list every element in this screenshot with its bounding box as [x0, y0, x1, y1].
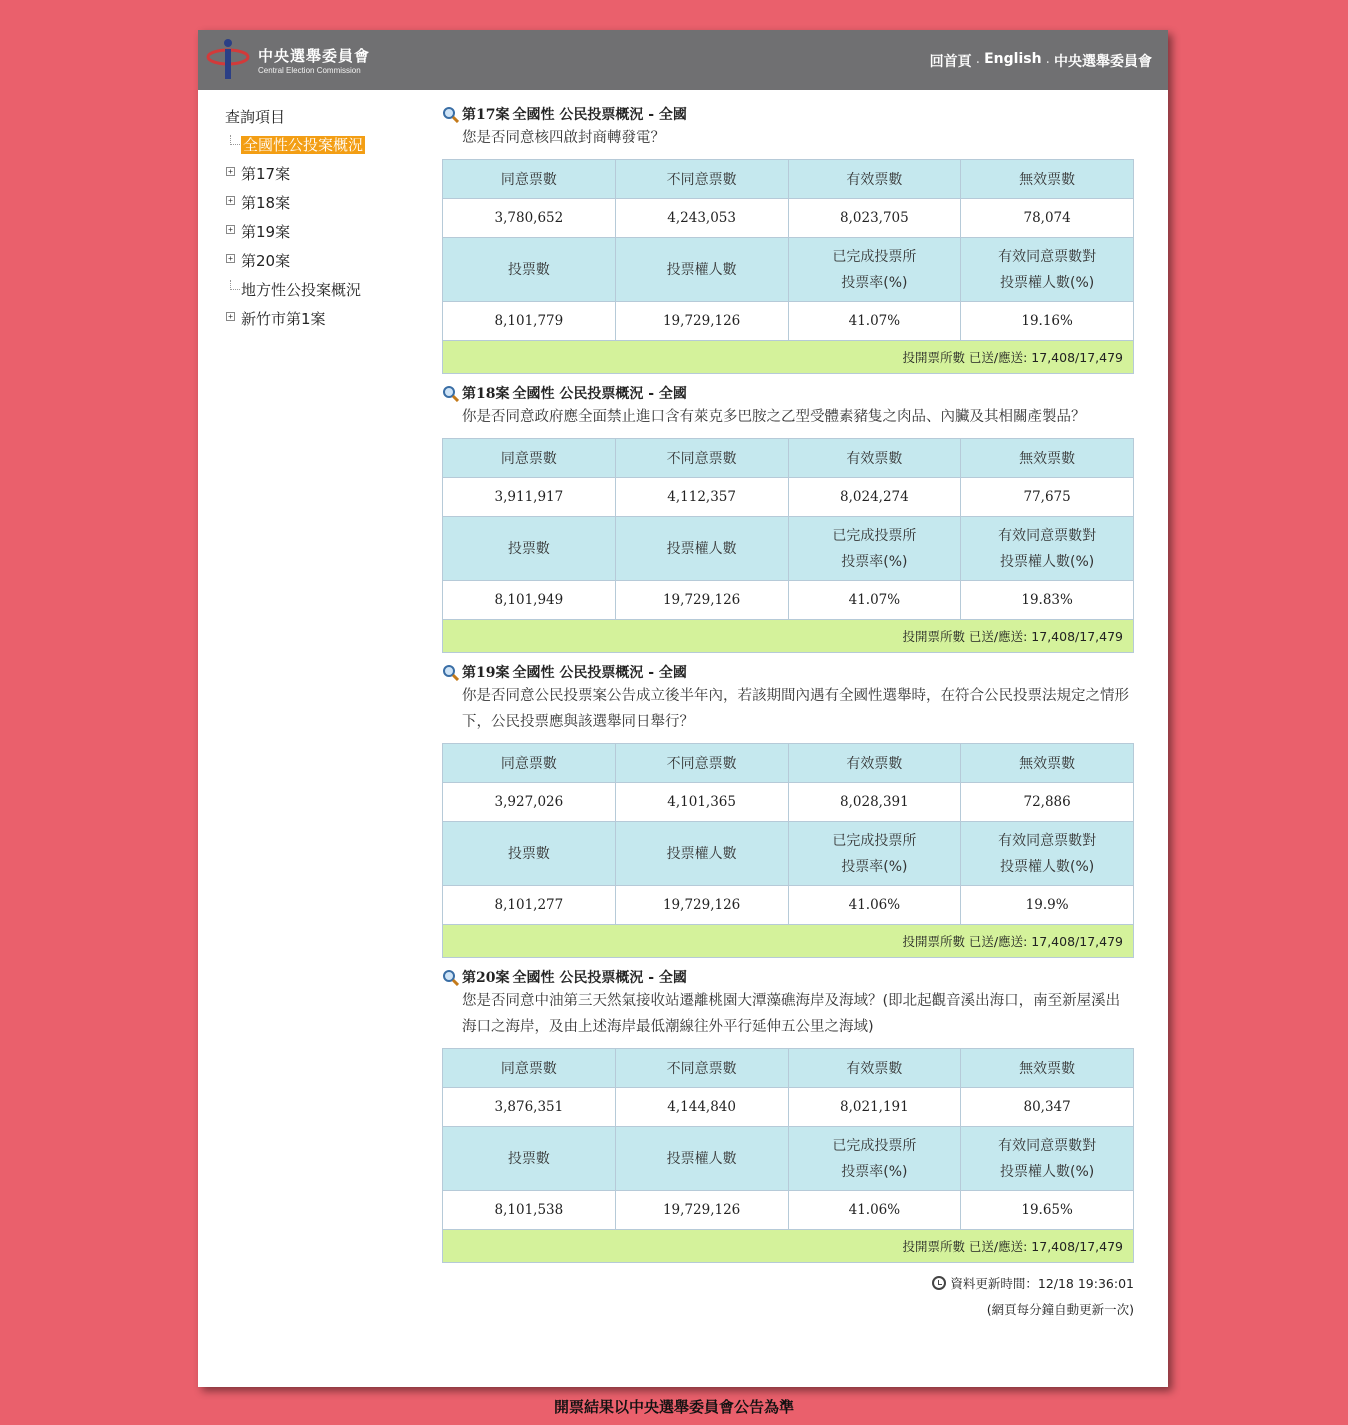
polling-stations-count: 投開票所數 已送/應送: 17,408/17,479 — [443, 341, 1134, 374]
case-question: 你是否同意政府應全面禁止進口含有萊克多巴胺之乙型受體素豬隻之肉品、內臟及其相關產製品？ — [462, 409, 1086, 425]
case-title-text: 全國性 公民投票概況 - 全國 — [512, 107, 687, 123]
value-votes: 8,101,779 — [443, 302, 616, 341]
header-ratio-line1: 有效同意票數對 — [998, 1137, 1097, 1154]
sidebar-item[interactable] — [225, 164, 425, 193]
header-invalid: 無效票數 — [961, 439, 1134, 478]
value-electorate: 19,729,126 — [615, 886, 788, 925]
value-turnout: 41.07% — [788, 302, 961, 341]
cases-list — [442, 103, 1134, 1263]
magnifier-icon — [442, 106, 459, 123]
sidebar-item[interactable] — [225, 280, 425, 309]
case-question: 您是否同意核四啟封商轉發電？ — [462, 130, 665, 146]
value-ratio: 19.9% — [961, 886, 1134, 925]
header-ratio-line1: 有效同意票數對 — [998, 832, 1097, 849]
value-agree: 3,876,351 — [443, 1088, 616, 1127]
header-votes: 投票數 — [443, 238, 616, 302]
value-electorate: 19,729,126 — [615, 302, 788, 341]
case-number: 第18案 — [462, 386, 510, 402]
value-valid: 8,024,274 — [788, 478, 961, 517]
sidebar-item[interactable] — [225, 193, 425, 222]
nav-cec-link[interactable]: 中央選舉委員會 — [1054, 54, 1152, 70]
table-header-row — [443, 439, 1134, 478]
header-disagree: 不同意票數 — [615, 1049, 788, 1088]
header-ratio-line2: 投票權人數(%) — [1000, 1163, 1095, 1180]
value-disagree: 4,243,053 — [615, 199, 788, 238]
header-ratio-line1: 有效同意票數對 — [998, 248, 1097, 265]
table-header-row — [443, 822, 1134, 886]
update-time: 資料更新時間：12/18 19:36:01 — [950, 1276, 1134, 1291]
header-valid: 有效票數 — [788, 160, 961, 199]
case-number: 第20案 — [462, 970, 510, 986]
header-electorate: 投票權人數 — [615, 517, 788, 581]
header-turnout-line2: 投票率(%) — [841, 858, 908, 875]
table-footer-row — [443, 1230, 1134, 1263]
header-invalid: 無效票數 — [961, 160, 1134, 199]
value-votes: 8,101,949 — [443, 581, 616, 620]
sidebar-item[interactable] — [225, 251, 425, 280]
header-electorate: 投票權人數 — [615, 238, 788, 302]
case-number: 第17案 — [462, 107, 510, 123]
value-agree: 3,780,652 — [443, 199, 616, 238]
case-title-text: 全國性 公民投票概況 - 全國 — [512, 970, 687, 986]
sidebar-item[interactable] — [225, 222, 425, 251]
value-invalid: 77,675 — [961, 478, 1134, 517]
table-header-row — [443, 1127, 1134, 1191]
table-footer-row — [443, 925, 1134, 958]
results-table — [442, 159, 1134, 374]
table-row — [443, 1088, 1134, 1127]
case-title — [442, 103, 1134, 125]
polling-stations-count: 投開票所數 已送/應送: 17,408/17,479 — [443, 1230, 1134, 1263]
header-turnout — [788, 238, 961, 302]
header-agree: 同意票數 — [443, 744, 616, 783]
nav-separator: . — [1045, 51, 1050, 67]
header-bar — [198, 30, 1168, 90]
value-votes: 8,101,277 — [443, 886, 616, 925]
table-row — [443, 581, 1134, 620]
results-table — [442, 743, 1134, 958]
table-row — [443, 1191, 1134, 1230]
header-electorate: 投票權人數 — [615, 822, 788, 886]
header-votes: 投票數 — [443, 1127, 616, 1191]
results-table — [442, 438, 1134, 653]
header-ratio — [961, 822, 1134, 886]
header-turnout-line1: 已完成投票所 — [832, 832, 917, 849]
top-nav — [930, 51, 1152, 71]
table-row — [443, 199, 1134, 238]
value-valid: 8,028,391 — [788, 783, 961, 822]
case-title — [442, 382, 1134, 404]
header-turnout-line2: 投票率(%) — [841, 1163, 908, 1180]
polling-stations-count: 投開票所數 已送/應送: 17,408/17,479 — [443, 925, 1134, 958]
case-title-text: 全國性 公民投票概況 - 全國 — [512, 665, 687, 681]
magnifier-icon — [442, 664, 459, 681]
header-ratio — [961, 517, 1134, 581]
header-turnout-line1: 已完成投票所 — [832, 527, 917, 544]
update-note: (網頁每分鐘自動更新一次) — [986, 1302, 1134, 1317]
value-electorate: 19,729,126 — [615, 1191, 788, 1230]
header-electorate: 投票權人數 — [615, 1127, 788, 1191]
header-turnout-line2: 投票率(%) — [841, 553, 908, 570]
table-row — [443, 886, 1134, 925]
header-ratio-line2: 投票權人數(%) — [1000, 274, 1095, 291]
header-turnout — [788, 822, 961, 886]
sidebar-item[interactable] — [225, 135, 425, 164]
sidebar-item-label[interactable]: 新竹市第1案 — [241, 310, 326, 328]
expand-plus-icon[interactable]: + — [226, 167, 235, 176]
header-invalid: 無效票數 — [961, 744, 1134, 783]
logo-english-name: Central Election Commission — [258, 66, 361, 75]
table-row — [443, 478, 1134, 517]
table-header-row — [443, 160, 1134, 199]
tree-connector — [230, 280, 240, 290]
update-info — [442, 1271, 1134, 1323]
header-ratio-line2: 投票權人數(%) — [1000, 858, 1095, 875]
header-turnout-line1: 已完成投票所 — [832, 1137, 917, 1154]
value-invalid: 80,347 — [961, 1088, 1134, 1127]
value-agree: 3,911,917 — [443, 478, 616, 517]
main-content — [442, 103, 1134, 1323]
value-agree: 3,927,026 — [443, 783, 616, 822]
header-ratio — [961, 1127, 1134, 1191]
page-container — [198, 30, 1168, 1387]
value-turnout: 41.06% — [788, 1191, 961, 1230]
header-valid: 有效票數 — [788, 744, 961, 783]
nav-english-link[interactable]: English — [984, 51, 1042, 67]
results-table — [442, 1048, 1134, 1263]
header-ratio-line2: 投票權人數(%) — [1000, 553, 1095, 570]
value-turnout: 41.06% — [788, 886, 961, 925]
value-invalid: 72,886 — [961, 783, 1134, 822]
table-header-row — [443, 517, 1134, 581]
table-header-row — [443, 744, 1134, 783]
sidebar-title: 查詢項目 — [225, 108, 286, 126]
logo-chinese-name: 中央選舉委員會 — [258, 47, 371, 65]
table-header-row — [443, 238, 1134, 302]
case-title — [442, 966, 1134, 988]
nav-separator: . — [975, 51, 981, 67]
value-disagree: 4,101,365 — [615, 783, 788, 822]
value-disagree: 4,144,840 — [615, 1088, 788, 1127]
value-ratio: 19.83% — [961, 581, 1134, 620]
sidebar-item-label[interactable]: 第18案 — [241, 194, 291, 212]
header-disagree: 不同意票數 — [615, 439, 788, 478]
header-votes: 投票數 — [443, 822, 616, 886]
cec-logo-icon — [206, 37, 254, 83]
sidebar-item-label[interactable]: 地方性公投案概況 — [241, 281, 362, 299]
expand-plus-icon[interactable]: + — [226, 254, 235, 263]
table-footer-row — [443, 341, 1134, 374]
table-row — [443, 302, 1134, 341]
header-turnout — [788, 517, 961, 581]
table-header-row — [443, 1049, 1134, 1088]
table-footer-row — [443, 620, 1134, 653]
header-invalid: 無效票數 — [961, 1049, 1134, 1088]
case-number: 第19案 — [462, 665, 510, 681]
expand-plus-icon[interactable]: + — [226, 196, 235, 205]
case-section — [442, 966, 1134, 1263]
case-section — [442, 103, 1134, 374]
sidebar-item[interactable] — [225, 309, 425, 338]
tree-connector — [230, 135, 240, 145]
header-turnout-line2: 投票率(%) — [841, 274, 908, 291]
table-row — [443, 783, 1134, 822]
expand-plus-icon[interactable]: + — [226, 312, 235, 321]
magnifier-icon — [442, 969, 459, 986]
expand-plus-icon[interactable]: + — [226, 225, 235, 234]
sidebar-item-label[interactable]: 第17案 — [241, 165, 291, 183]
page-footer-note: 開票結果以中央選舉委員會公告為準 — [553, 1398, 794, 1416]
header-agree: 同意票數 — [443, 439, 616, 478]
case-question: 你是否同意公民投票案公告成立後半年內，若該期間內遇有全國性選舉時，在符合公民投票法規定之情形下，公民投票應與該選舉同日舉行？ — [462, 688, 1129, 730]
sidebar-tree — [225, 135, 425, 338]
magnifier-icon — [442, 385, 459, 402]
sidebar-item-label[interactable]: 第19案 — [241, 223, 291, 241]
header-disagree: 不同意票數 — [615, 744, 788, 783]
sidebar — [225, 106, 425, 338]
value-ratio: 19.65% — [961, 1191, 1134, 1230]
header-agree: 同意票數 — [443, 160, 616, 199]
header-turnout-line1: 已完成投票所 — [832, 248, 917, 265]
header-votes: 投票數 — [443, 517, 616, 581]
header-agree: 同意票數 — [443, 1049, 616, 1088]
value-votes: 8,101,538 — [443, 1191, 616, 1230]
header-ratio-line1: 有效同意票數對 — [998, 527, 1097, 544]
clock-icon — [932, 1276, 946, 1290]
sidebar-item-label[interactable]: 第20案 — [241, 252, 291, 270]
case-title — [442, 661, 1134, 683]
header-valid: 有效票數 — [788, 1049, 961, 1088]
value-invalid: 78,074 — [961, 199, 1134, 238]
value-valid: 8,021,191 — [788, 1088, 961, 1127]
case-section — [442, 661, 1134, 958]
polling-stations-count: 投開票所數 已送/應送: 17,408/17,479 — [443, 620, 1134, 653]
case-title-text: 全國性 公民投票概況 - 全國 — [512, 386, 687, 402]
header-ratio — [961, 238, 1134, 302]
case-section — [442, 382, 1134, 653]
case-question: 您是否同意中油第三天然氣接收站遷離桃園大潭藻礁海岸及海域？(即北起觀音溪出海口，南至新屋溪出海口之海岸，及由上述海岸最低潮線往外平行延伸五公里之海域) — [462, 993, 1121, 1035]
value-valid: 8,023,705 — [788, 199, 961, 238]
cec-logo[interactable] — [206, 37, 386, 83]
value-ratio: 19.16% — [961, 302, 1134, 341]
header-turnout — [788, 1127, 961, 1191]
header-valid: 有效票數 — [788, 439, 961, 478]
value-electorate: 19,729,126 — [615, 581, 788, 620]
nav-home-link[interactable]: 回首頁 — [929, 54, 972, 70]
value-disagree: 4,112,357 — [615, 478, 788, 517]
sidebar-item-label[interactable]: 全國性公投案概況 — [243, 136, 364, 154]
header-disagree: 不同意票數 — [615, 160, 788, 199]
value-turnout: 41.07% — [788, 581, 961, 620]
